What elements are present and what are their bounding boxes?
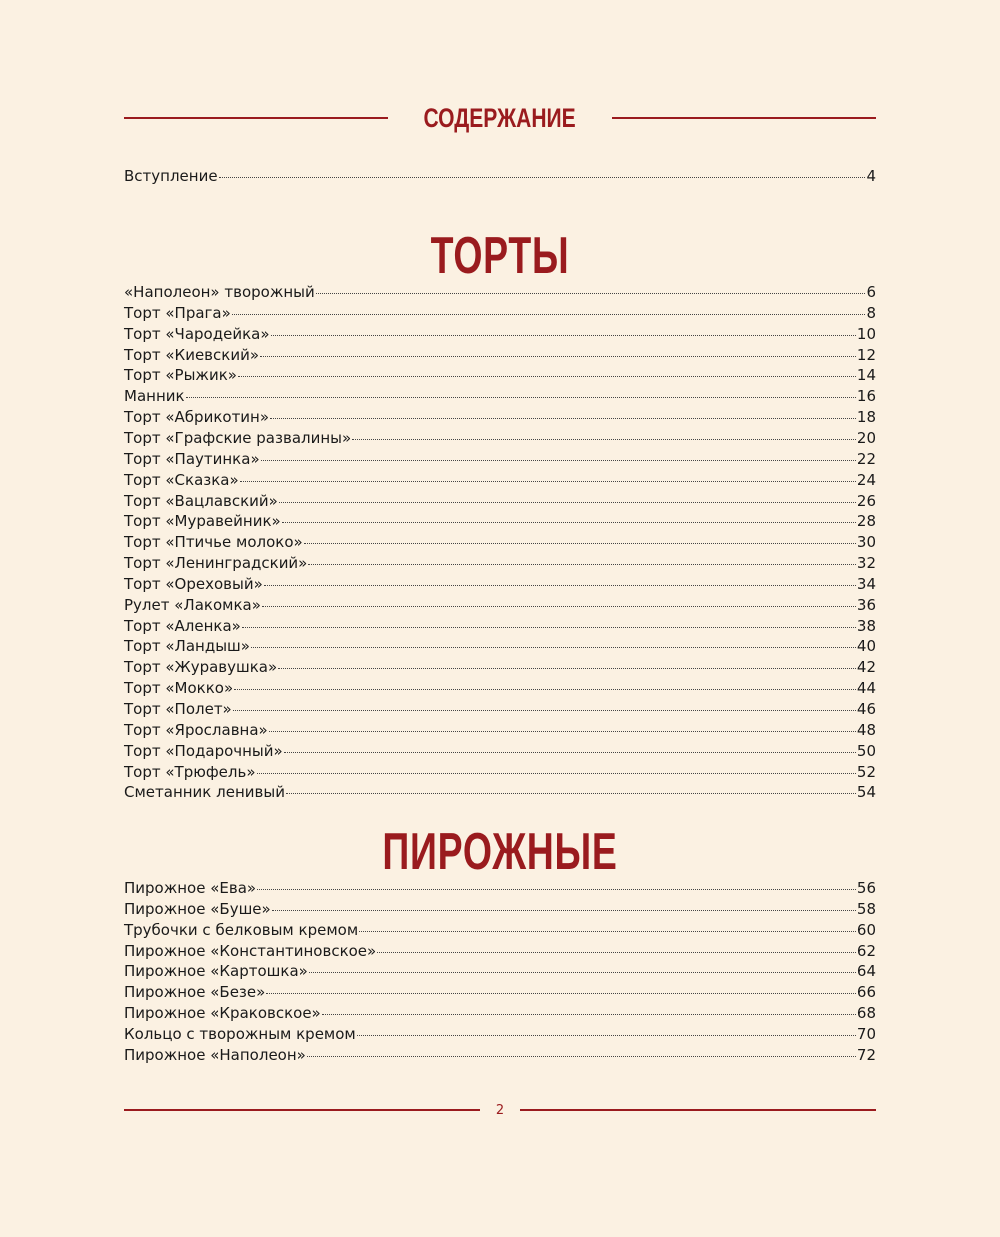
toc-entry-page: 26: [856, 491, 876, 510]
toc-entry-page: 54: [856, 783, 876, 802]
toc-entry[interactable]: [124, 782, 876, 803]
toc-entry-page: 30: [856, 533, 876, 552]
toc-leader-dots: [352, 438, 856, 440]
toc-leader-dots: [377, 951, 856, 953]
toc-entry-title: Торт «Ярославна»: [124, 720, 268, 739]
toc-entry-page: 4: [866, 167, 876, 185]
toc-entry[interactable]: [124, 678, 876, 699]
footer-rule-right: [520, 1109, 876, 1111]
toc-entry-page: 22: [856, 449, 876, 468]
toc-entry-title: Манник: [124, 387, 185, 406]
toc-entry-title: Торт «Чародейка»: [124, 324, 270, 343]
toc-entry[interactable]: [124, 1024, 876, 1045]
toc-leader-dots: [238, 375, 856, 377]
toc-entry-title: Торт «Трюфель»: [124, 762, 256, 781]
toc-entry-title: Пирожное «Наполеон»: [124, 1045, 306, 1064]
toc-entry[interactable]: [124, 899, 876, 920]
toc-entry-page: 44: [856, 679, 876, 698]
toc-entry[interactable]: [124, 741, 876, 762]
toc-entry[interactable]: [124, 511, 876, 532]
toc-entry-page: 62: [856, 941, 876, 960]
toc-entry-title: Пирожное «Константиновское»: [124, 941, 377, 960]
toc-entry[interactable]: [124, 470, 876, 491]
toc-entry[interactable]: [124, 1003, 876, 1024]
section-title-cakes: ТОРТЫ: [430, 227, 570, 285]
toc-entry-title: Торт «Полет»: [124, 700, 232, 718]
toc-entry-title: Торт «Паутинка»: [124, 449, 260, 468]
toc-leader-dots: [234, 688, 856, 690]
toc-entry-title: Пирожное «Краковское»: [124, 1004, 321, 1023]
toc-leader-dots: [257, 772, 856, 774]
toc-entry-page: 66: [856, 983, 876, 1002]
toc-entry[interactable]: [124, 616, 876, 637]
toc-leader-dots: [359, 930, 856, 932]
toc-entry-title: Торт «Вацлавский»: [124, 491, 278, 510]
toc-entry-page: 34: [856, 574, 876, 593]
toc-entry-title: Трубочки с белковым кремом: [124, 920, 359, 939]
toc-entry[interactable]: [124, 282, 876, 303]
toc-leader-dots: [322, 1013, 856, 1015]
toc-entry-title: Пирожное «Ева»: [124, 879, 257, 897]
toc-entry-title: Рулет «Лакомка»: [124, 595, 261, 614]
toc-leader-dots: [242, 626, 856, 628]
toc-entry[interactable]: [124, 553, 876, 574]
toc-leader-dots: [251, 646, 856, 648]
toc-leader-dots: [257, 888, 856, 890]
toc-entry-page: 46: [856, 700, 876, 718]
toc-entry[interactable]: [124, 303, 876, 324]
toc-leader-dots: [272, 909, 856, 911]
toc-entry-title: Торт «Графские развалины»: [124, 428, 352, 447]
toc-entry-title: Торт «Киевский»: [124, 345, 259, 364]
toc-leader-dots: [304, 542, 856, 544]
toc-leader-dots: [308, 563, 856, 565]
toc-leader-dots: [240, 480, 856, 482]
toc-entry-page: 12: [856, 345, 876, 364]
toc-leader-dots: [261, 459, 856, 461]
toc-entry[interactable]: [124, 720, 876, 741]
toc-entry[interactable]: [124, 386, 876, 407]
toc-entry-page: 18: [856, 408, 876, 427]
toc-entry[interactable]: [124, 595, 876, 616]
toc-entry[interactable]: [124, 699, 876, 720]
toc-entry-page: 72: [856, 1045, 876, 1064]
toc-entry-page: 32: [856, 554, 876, 573]
toc-entry-page: 64: [856, 962, 876, 981]
toc-entry-title: Пирожное «Буше»: [124, 899, 271, 918]
toc-entry-page: 14: [856, 366, 876, 385]
toc-entry-title: Торт «Рыжик»: [124, 366, 237, 385]
toc-entry[interactable]: [124, 982, 876, 1003]
toc-entry-title: Торт «Ореховый»: [124, 574, 263, 593]
toc-leader-dots: [262, 605, 856, 607]
toc-leader-dots: [260, 355, 856, 357]
toc-entry-title: Пирожное «Картошка»: [124, 962, 308, 981]
toc-entry-page: 68: [856, 1004, 876, 1023]
toc-entry[interactable]: [124, 878, 876, 899]
toc-entry-page: 6: [866, 283, 876, 301]
toc-entry[interactable]: [124, 345, 876, 366]
toc-leader-dots: [233, 709, 856, 711]
toc-entry-title: Торт «Сказка»: [124, 470, 239, 489]
toc-entry-page: 50: [856, 741, 876, 760]
toc-leader-dots: [270, 417, 856, 419]
toc-entry-page: 16: [856, 387, 876, 406]
toc-entry[interactable]: [124, 574, 876, 595]
toc-leader-dots: [286, 792, 856, 794]
toc-leader-dots: [278, 667, 856, 669]
toc-leader-dots: [232, 313, 866, 315]
toc-leader-dots: [284, 751, 856, 753]
toc-leader-dots: [219, 176, 866, 178]
toc-entry-page: 56: [856, 879, 876, 897]
toc-entry-title: Торт «Птичье молоко»: [124, 533, 303, 552]
toc-leader-dots: [279, 501, 856, 503]
toc-entry-title: Торт «Абрикотин»: [124, 408, 270, 427]
toc-leader-dots: [316, 292, 866, 294]
toc-entry-page: 28: [856, 512, 876, 531]
toc-entry[interactable]: [124, 491, 876, 512]
header-rule-right: [612, 117, 876, 119]
toc-entry-title: Торт «Журавушка»: [124, 658, 278, 677]
toc-entry-page: 36: [856, 595, 876, 614]
toc-entry-page: 70: [856, 1024, 876, 1043]
toc-entry[interactable]: [124, 324, 876, 345]
toc-entry-intro[interactable]: [124, 166, 876, 187]
toc-entry-page: 24: [856, 470, 876, 489]
toc-entry-page: 60: [856, 920, 876, 939]
toc-entry-title: Торт «Подарочный»: [124, 741, 283, 760]
page-number: 2: [495, 1102, 505, 1118]
toc-entry-page: 8: [866, 303, 876, 322]
contents-header: [124, 100, 876, 136]
page-footer: [124, 1100, 876, 1120]
toc-entry[interactable]: [124, 428, 876, 449]
toc-entry[interactable]: [124, 762, 876, 783]
toc-entry[interactable]: [124, 636, 876, 657]
toc-entry-title: Торт «Ландыш»: [124, 637, 250, 656]
toc-entry-title: Вступление: [124, 167, 218, 185]
toc-entry-title: Торт «Мокко»: [124, 679, 234, 698]
toc-entry[interactable]: [124, 920, 876, 941]
toc-entry[interactable]: [124, 532, 876, 553]
toc-entry-title: Сметанник ленивый: [124, 783, 285, 802]
toc-entry-title: Торт «Аленка»: [124, 616, 241, 635]
toc-entry-page: 48: [856, 720, 876, 739]
toc-entry-title: Торт «Прага»: [124, 303, 231, 322]
toc-leader-dots: [282, 521, 856, 523]
toc-entry-page: 42: [856, 658, 876, 677]
toc-leader-dots: [307, 1055, 856, 1057]
toc-entry-page: 10: [856, 324, 876, 343]
page-title: СОДЕРЖАНИЕ: [423, 102, 577, 133]
header-rule-left: [124, 117, 388, 119]
toc-entry-title: Торт «Ленинградский»: [124, 554, 308, 573]
toc-leader-dots: [357, 1034, 856, 1036]
toc-leader-dots: [271, 334, 856, 336]
section-title-pastries: ПИРОЖНЫЕ: [382, 823, 618, 881]
toc-entry-page: 52: [856, 762, 876, 781]
toc-entry[interactable]: [124, 1045, 876, 1066]
toc-leader-dots: [264, 584, 856, 586]
toc-entry-page: 40: [856, 637, 876, 656]
toc-entry[interactable]: [124, 365, 876, 386]
toc-entry[interactable]: [124, 941, 876, 962]
toc-entry-title: «Наполеон» творожный: [124, 283, 315, 301]
toc-entry-title: Кольцо с творожным кремом: [124, 1024, 356, 1043]
toc-entry[interactable]: [124, 407, 876, 428]
toc-entry-page: 20: [856, 428, 876, 447]
toc-entry-title: Торт «Муравейник»: [124, 512, 281, 531]
toc-leader-dots: [309, 971, 856, 973]
toc-leader-dots: [186, 396, 856, 398]
toc-leader-dots: [269, 730, 856, 732]
toc-entry-title: Пирожное «Безе»: [124, 983, 266, 1002]
toc-entry[interactable]: [124, 961, 876, 982]
toc-entry-page: 38: [856, 616, 876, 635]
toc-entry-page: 58: [856, 899, 876, 918]
toc-entry[interactable]: [124, 449, 876, 470]
toc-leader-dots: [266, 992, 856, 994]
toc-entry[interactable]: [124, 657, 876, 678]
footer-rule-left: [124, 1109, 480, 1111]
